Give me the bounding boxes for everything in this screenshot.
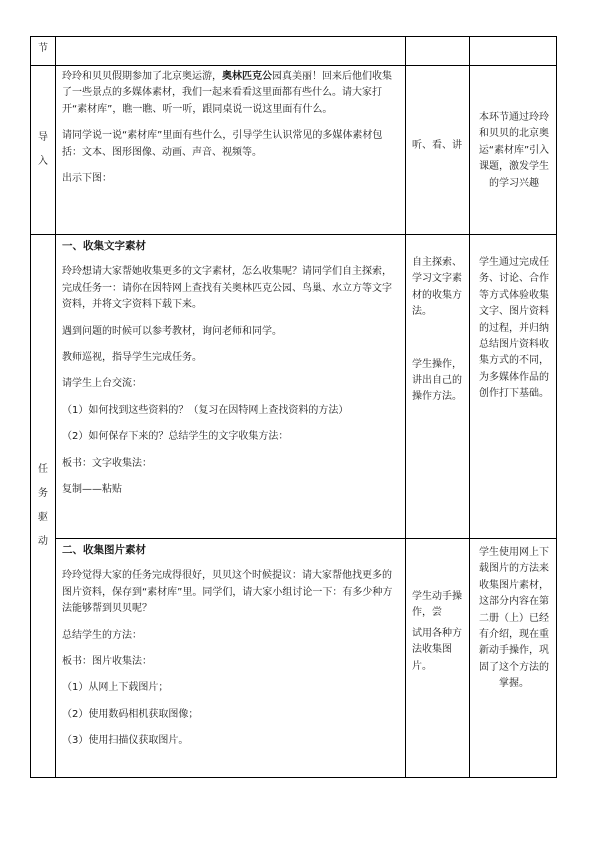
text-board: 板书：文字收集法： <box>62 457 152 469</box>
text-activity-2: 学生操作，讲出自己的操作方法。 <box>412 358 462 403</box>
text-note-cell <box>470 235 557 539</box>
intro-row <box>31 66 557 235</box>
intro-content-cell <box>56 66 406 235</box>
image-method-2: （2）使用数码相机获取图像； <box>62 708 199 720</box>
intro-stage-label: 导入 <box>38 132 48 167</box>
header-row <box>31 37 557 66</box>
text-paragraph-3: 教师巡视，指导学生完成任务。 <box>62 352 202 364</box>
intro-stage-cell <box>31 66 56 235</box>
text-section-heading: 一、收集文字素材 <box>62 240 146 252</box>
image-note: 学生使用网上下载图片的方法来收集图片素材，这部分内容在第二册（上）已经有介绍，现在重新动手操作，巩固了这个方法的掌握。 <box>479 547 549 690</box>
intro-paragraph-3: 出示下图： <box>62 173 112 185</box>
header-note-cell <box>470 37 557 66</box>
image-board: 板书：图片收集法： <box>62 656 152 668</box>
text-paragraph-4: 请学生上台交流： <box>62 378 142 390</box>
text-method: 复制——粘贴 <box>62 484 122 496</box>
stage-label: 节 <box>38 43 48 54</box>
task-stage-cell <box>31 235 56 778</box>
image-section-heading: 二、收集图片素材 <box>62 544 146 556</box>
image-method-1: （1）从网上下载图片； <box>62 682 169 694</box>
highlight-text: 奥林匹克公 <box>222 71 272 82</box>
header-activity-cell <box>406 37 470 66</box>
intro-activity-cell <box>406 66 470 235</box>
image-content-cell <box>56 539 406 778</box>
text-activity-1: 自主探索、学习文字素材的收集方法。 <box>412 257 462 318</box>
image-paragraph-2: 总结学生的方法： <box>62 629 142 641</box>
stage-label-cell <box>31 37 56 66</box>
text-content-cell <box>56 235 406 539</box>
text-paragraph-2: 遇到问题的时候可以参考教材，询问老师和同学。 <box>62 325 282 337</box>
intro-activity: 听、看、讲 <box>412 139 462 151</box>
intro-note-cell <box>470 66 557 235</box>
image-note-cell <box>470 539 557 778</box>
intro-paragraph-2: 请同学说一说“素材库”里面有些什么，引导学生认识常见的多媒体素材包括：文本、图形图像、动画、声音、视频等。 <box>62 130 383 158</box>
text-activity-cell <box>406 235 470 539</box>
intro-note: 本环节通过玲玲和贝贝的北京奥运“素材库”引入课题，激发学生的学习兴趣 <box>478 111 550 189</box>
image-activity-cell <box>406 539 470 778</box>
task-image-row <box>31 539 557 778</box>
text-question-1: （1）如何找到这些资料的？（复习在因特网上查找资料的方法） <box>62 404 349 416</box>
header-content-cell <box>56 37 406 66</box>
intro-paragraph-1: 玲玲和贝贝假期参加了北京奥运游，奥林匹克公园真美丽！回来后他们收集了一些景点的多媒体素材，我们一起来看看这里面都有些什么。请大家打开“素材库”，瞧一瞧、听一听，跟同桌说一说这里面有什么。 <box>62 71 392 115</box>
text-paragraph-1: 玲玲想请大家帮她收集更多的文字素材，怎么收集呢？请同学们自主探索，完成任务一：请你在因特网上查找有关奥林匹克公园、鸟巢、水立方等文字资料，并将文字资料下载下来。 <box>62 266 392 311</box>
image-method-3: （3）使用扫描仪获取图片。 <box>62 735 189 747</box>
text-note: 学生通过完成任务、讨论、合作等方式体验收集文字、图片资料的过程，并归纳总结图片资料收集方式的不同，为多媒体作品的创作打下基础。 <box>479 257 549 400</box>
lesson-plan-table <box>30 36 557 778</box>
image-activity-1: 学生动手操作，尝 <box>412 591 462 619</box>
task-text-row <box>31 235 557 539</box>
image-paragraph-1: 玲玲觉得大家的任务完成得很好，贝贝这个时候提议：请大家帮他找更多的图片资料，保存到“素材库”里。同学们，请大家小组讨论一下：有多少种方法能够帮到贝贝呢？ <box>62 570 393 615</box>
image-activity-2: 试用各种方法收集图片。 <box>412 627 462 672</box>
text-question-2: （2）如何保存下来的？总结学生的文字收集方法： <box>62 431 289 443</box>
task-stage-label: 任务驱动 <box>38 464 48 547</box>
